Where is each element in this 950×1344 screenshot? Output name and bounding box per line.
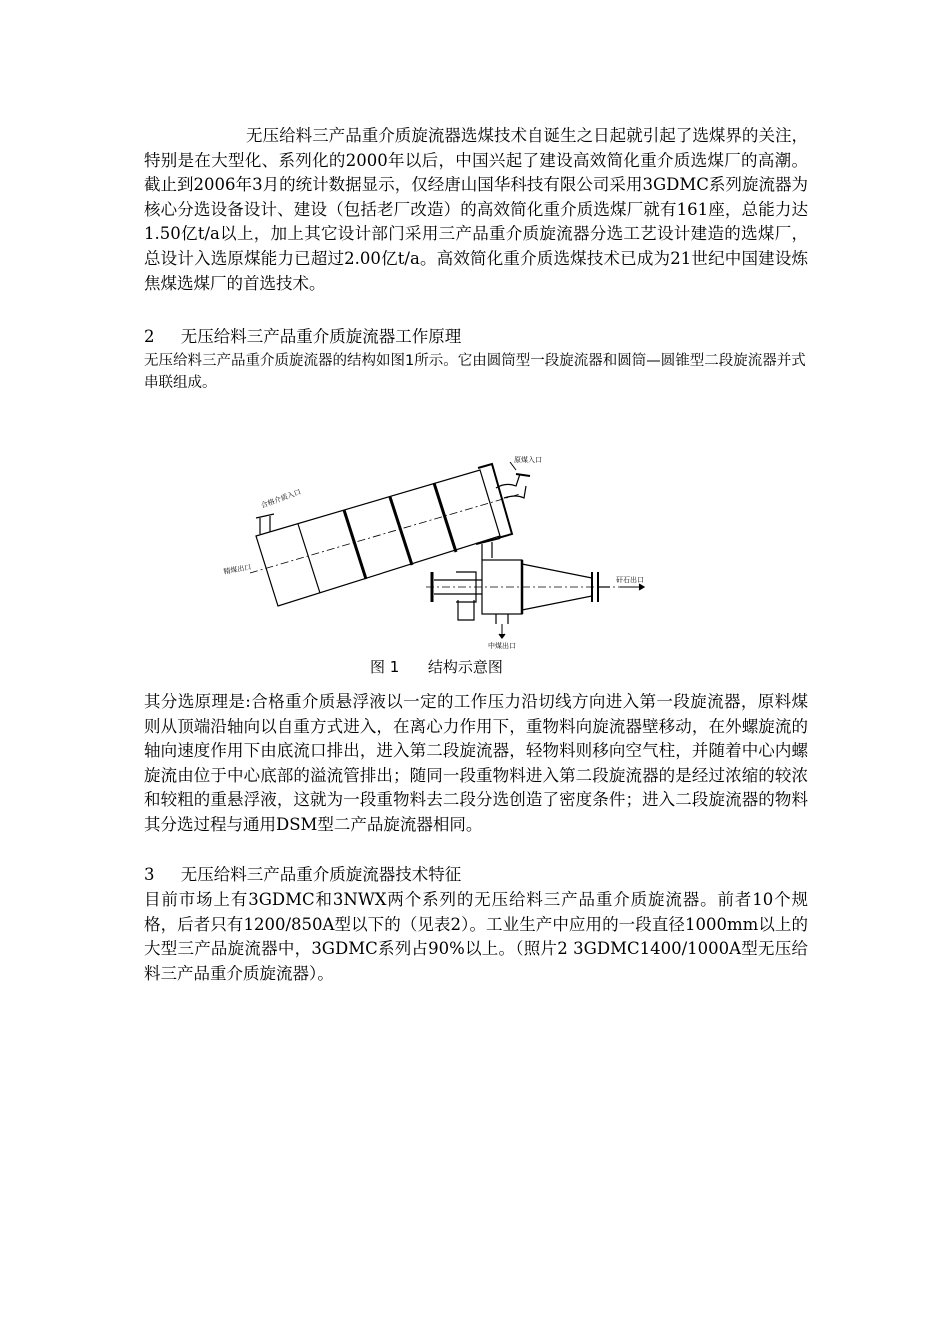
section-2-description: 无压给料三产品重介质旋流器的结构如图1所示。它由圆筒型一段旋流器和圆筒—圆锥型二段旋流器并式串联组成。	[144, 353, 806, 391]
section-2-heading	[144, 326, 808, 348]
raw-coal-inlet-label: 原煤入口	[514, 456, 542, 464]
section-3-title: 无压给料三产品重介质旋流器技术特征	[180, 865, 462, 884]
section-3-paragraph: 目前市场上有3GDMC和3NWX两个系列的无压给料三产品重介质旋流器。前者10个规格，后者只有1200/850A型以下的（见表2）。工业生产中应用的一段直径1000mm以上的大型三产品旋流器中，3GDMC系列占90%以上。（照片2 3GDMC1400/1000A型无压给料三产品重介质旋流器）。	[144, 890, 808, 983]
figure-caption	[370, 656, 503, 677]
figure-number: 图 1	[370, 658, 400, 676]
first-outlet-label: 精煤出口	[222, 563, 252, 576]
medium-inlet-label: 合格介质入口	[259, 487, 303, 510]
section-3-heading	[144, 864, 808, 886]
section-2-number: 2	[144, 327, 155, 346]
intro-paragraph: 无压给料三产品重介质旋流器选煤技术自诞生之日起就引起了选煤界的关注，特别是在大型化、系列化的2000年以后，中国兴起了建设高效简化重介质选煤厂的高潮。截止到2006年3月的统计数据显示，仅经唐山国华科技有限公司采用3GDMC系列旋流器为核心分选设备设计、建设（包括老厂改造）的高效简化重介质选煤厂就有161座，总能力达1.50亿t/a以上，加上其它设计部门采用三产品重介质旋流器分选工艺设计建造的选煤厂，总设计入选原煤能力已超过2.00亿t/a。高效简化重介质选煤技术已成为21世纪中国建设炼焦煤选煤厂的首选技术。	[144, 126, 808, 293]
refuse-outlet-label: 矸石出口	[616, 576, 644, 584]
cyclone-schematic	[220, 448, 660, 658]
section-3-number: 3	[144, 865, 155, 884]
middlings-outlet-label: 中煤出口	[488, 642, 516, 650]
figure-title: 结构示意图	[427, 658, 503, 676]
section-2-title: 无压给料三产品重介质旋流器工作原理	[180, 327, 462, 346]
principle-paragraph: 其分选原理是:合格重介质悬浮液以一定的工作压力沿切线方向进入第一段旋流器，原料煤则从顶端沿轴向以自重方式进入，在离心力作用下，重物料向旋流器壁移动，在外螺旋流的轴向速度作用下由底流口排出，进入第二段旋流器，轻物料则移向空气柱，并随着中心内螺旋流由位于中心底部的溢流管排出；随同一段重物料进入第二段旋流器的是经过浓缩的较浓和较粗的重悬浮液，这就为一段重物料去二段分选创造了密度条件；进入二段旋流器的物料其分选过程与通用DSM型二产品旋流器相同。	[144, 692, 808, 834]
structure-diagram	[220, 448, 660, 658]
